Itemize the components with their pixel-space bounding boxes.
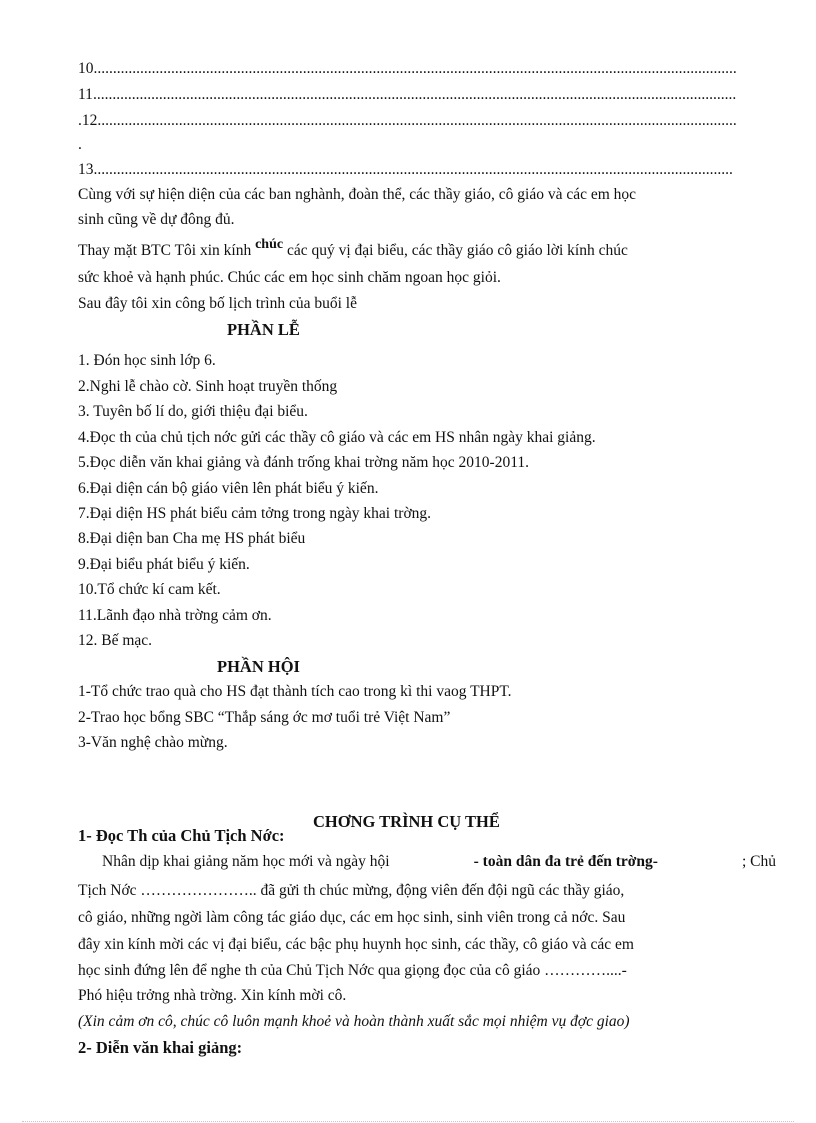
blank-line-13: 13.....................................................................................................................................................................: [78, 161, 733, 178]
phan-le-item: 2.Nghi lễ chào cờ. Sinh hoạt truyền thống: [78, 378, 338, 395]
phan-le-item: 12. Bế mạc.: [78, 632, 153, 649]
phan-le-item: 7.Đại diện HS phát biểu cảm tởng trong ngày khai trờng.: [78, 505, 432, 522]
blank-line-12: .12.....................................................................................................................................................................: [78, 112, 737, 129]
s1-text-b: ; Chủ: [741, 853, 776, 870]
intro-paragraph-2-line-2: sức khoẻ và hạnh phúc. Chúc các em học sinh chăm ngoan học giỏi.: [78, 269, 501, 286]
s1-text-a: Nhân dịp khai giảng năm học mới và ngày hội: [102, 853, 390, 870]
blank-line-dot: .: [78, 136, 82, 153]
intro-paragraph-1-line-1: Cùng với sự hiện diện của các ban nghành, đoàn thể, các thầy giáo, cô giáo và các em học: [78, 186, 637, 203]
section-2-heading: 2- Diễn văn khai giảng:: [78, 1038, 243, 1057]
phan-hoi-item: 2-Trao học bổng SBC “Thắp sáng ớc mơ tuổi trẻ Việt Nam”: [78, 709, 451, 726]
program-title: CHƠNG TRÌNH CỤ THỂ: [313, 812, 500, 831]
blank-line-11: 11......................................................................................................................................................................: [78, 86, 737, 103]
intro-text-a: Thay mặt BTC Tôi xin kính: [78, 242, 252, 259]
intro-paragraph-1-line-2: sinh cũng về dự đông đủ.: [78, 211, 235, 228]
intro-paragraph-3: Sau đây tôi xin công bố lịch trình của buổi lễ: [78, 295, 357, 312]
phan-hoi-item: 3-Văn nghệ chào mừng.: [78, 734, 228, 751]
section-1-line-2: Tịch Nớc ………………….. đã gửi th chúc mừng, động viên đến đội ngũ các thầy giáo,: [78, 882, 625, 899]
section-1-heading: 1- Đọc Th của Chủ Tịch Nớc:: [78, 826, 285, 845]
blank-line-10: 10......................................................................................................................................................................: [78, 60, 737, 77]
section-1-note: (Xin cảm ơn cô, chúc cô luôn mạnh khoẻ và hoàn thành xuất sắc mọi nhiệm vụ đợc giao): [78, 1013, 630, 1030]
section-1-line-4: đây xin kính mời các vị đại biểu, các bậc phụ huynh học sinh, các thầy, cô giáo và các em: [78, 936, 634, 953]
phan-le-item: 8.Đại diện ban Cha mẹ HS phát biểu: [78, 530, 306, 547]
phan-le-item: 5.Đọc diễn văn khai giảng và đánh trống khai trờng năm học 2010-2011.: [78, 454, 529, 471]
intro-paragraph-2-line-1: [78, 237, 628, 262]
page-bottom-rule: [22, 1121, 794, 1122]
phan-le-item: 1. Đón học sinh lớp 6.: [78, 352, 216, 369]
phan-hoi-title: PHẦN HỘI: [217, 657, 300, 676]
section-1-line-6: Phó hiệu trởng nhà trờng. Xin kính mời cô.: [78, 987, 347, 1004]
section-1-line-5: học sinh đứng lên để nghe th của Chủ Tịch Nớc qua giọng đọc của cô giáo …………....-: [78, 962, 627, 979]
phan-le-title: PHẦN LỄ: [227, 320, 300, 339]
phan-le-item: 6.Đại diện cán bộ giáo viên lên phát biểu ý kiến.: [78, 480, 379, 497]
intro-text-b: các quý vị đại biểu, các thầy giáo cô giáo lời kính chúc: [286, 242, 628, 259]
s1-bold-phrase: - toàn dân đa trẻ đến trờng-: [473, 853, 658, 870]
phan-le-item: 11.Lãnh đạo nhà trờng cảm ơn.: [78, 607, 272, 624]
phan-hoi-item: 1-Tổ chức trao quà cho HS đạt thành tích cao trong kì thi vaog THPT.: [78, 683, 512, 700]
phan-le-item: 10.Tổ chức kí cam kết.: [78, 581, 221, 598]
section-1-line-3: cô giáo, những ngời làm công tác giáo dục, các em học sinh, sinh viên trong cả nớc. Sau: [78, 909, 626, 926]
section-1-line-1: [78, 852, 776, 872]
intro-word-chuc: chúc: [255, 237, 284, 252]
phan-le-item: 4.Đọc th của chủ tịch nớc gửi các thầy cô giáo và các em HS nhân ngày khai giảng.: [78, 429, 596, 446]
phan-le-item: 3. Tuyên bố lí do, giới thiệu đại biểu.: [78, 403, 308, 420]
phan-le-item: 9.Đại biểu phát biểu ý kiến.: [78, 556, 250, 573]
